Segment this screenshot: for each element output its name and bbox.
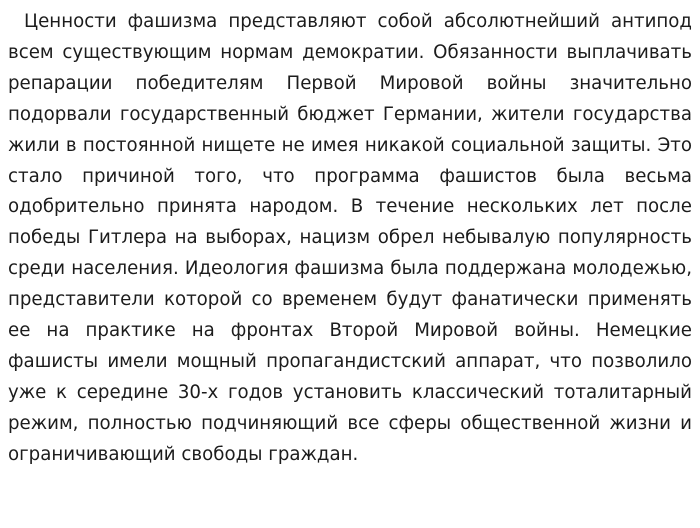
body-paragraph: Ценности фашизма представляют собой абсолютнейший антипод всем существующим нормам демократии. Обязанности выплачивать репарации победителям Первой Мировой войны значительно подорвали государственный бюджет Германии, жители государства жили в постоянной нищете не имея никакой социальной защиты. Это стало причиной того, что программа фашистов была весьма одобрительно принята народом. В течение нескольких лет после победы Гитлера на выборах, нацизм обрел небывалую популярность среди населения. Идеология фашизма была поддержана молодежью, представители которой со временем будут фанатически применять ее на практике на фронтах Второй Мировой войны. Немецкие фашисты имели мощный пропагандистский аппарат, что позволило уже к середине 30-х годов установить классический тоталитарный режим, полностью подчиняющий все сферы общественной жизни и ограничивающий свободы граждан. xyxy=(8,11,692,465)
